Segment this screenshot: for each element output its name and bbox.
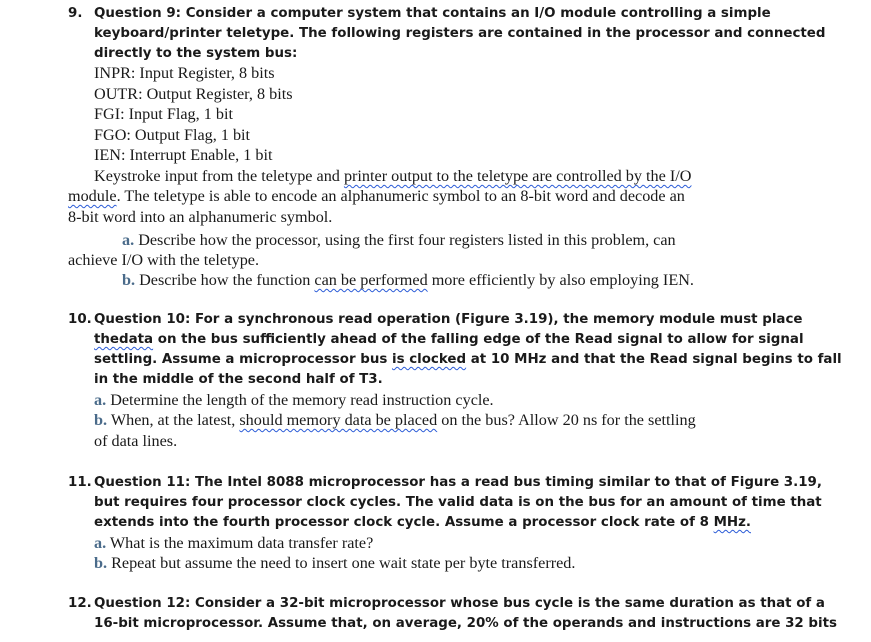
sub-letter: a. [94,391,107,409]
question-heading-line: Question 12: Consider a 32-bit microprocessor whose bus cycle is the same duration as that of a [94,596,825,611]
sub-question-a [94,533,373,554]
sub-letter: a. [122,231,135,249]
register-item: IEN: Interrupt Enable, 1 bit [94,146,273,164]
text: When, at the latest, [107,411,240,429]
question-heading-line [94,513,751,533]
sub-letter: b. [122,271,136,289]
paragraph-line [94,166,691,187]
paragraph-line: 8-bit word into an alphanumeric symbol. [68,208,333,226]
text: settling. Assume a microprocessor bus [94,352,392,367]
question-number: 12. [68,596,92,611]
text: What is the maximum data transfer rate? [106,534,374,552]
paragraph-line: achieve I/O with the teletype. [68,251,260,269]
sub-question-b [94,410,696,431]
grammar-flag: MHz. [713,515,751,530]
grammar-flag: should memory data be placed [239,411,438,429]
question-number: 11. [68,475,92,490]
question-heading-line: in the middle of the second half of T3. [94,372,383,387]
sub-question-a [122,230,676,251]
question-heading-line: but requires four processor clock cycles. The valid data is on the bus for an amount of time that [94,495,822,510]
paragraph-line: of data lines. [94,432,178,450]
register-item: FGI: Input Flag, 1 bit [94,105,233,123]
sub-question-b [122,270,694,291]
question-heading-line: 16-bit microprocessor. Assume that, on average, 20% of the operands and instructions are 32 bits [94,616,837,631]
text: on the bus? Allow 20 ns for the settling [437,411,696,429]
grammar-flag: can be performed [314,271,428,289]
text: more efficiently by also employing IEN. [427,271,694,289]
text: on the bus sufficiently ahead of the falling edge of the Read signal to allow for signal [153,332,804,347]
question-heading-line [94,350,842,370]
question-heading-line: directly to the system bus: [94,46,298,61]
register-item: OUTR: Output Register, 8 bits [94,85,293,103]
grammar-flag: is clocked [391,352,467,367]
question-heading-line [94,330,804,350]
grammar-flag: thedata [94,332,154,347]
sub-question-a [94,390,494,411]
sub-letter: a. [94,534,107,552]
register-item: INPR: Input Register, 8 bits [94,64,275,82]
question-number: 10. [68,312,92,327]
text: Describe how the function [135,271,315,289]
question-heading-line: Question 11: The Intel 8088 microprocessor has a read bus timing similar to that of Figure 3.19, [94,475,822,490]
grammar-flag: module [68,187,117,205]
text: at 10 MHz and that the Read signal begins to fall [466,352,842,367]
paragraph-line [68,186,685,207]
text: . The teletype is able to encode an alphanumeric symbol to an 8-bit word and decode an [116,187,685,205]
grammar-flag: printer output to the teletype are controlled by the I/O [343,167,692,185]
sub-question-b [94,553,575,574]
text: Describe how the processor, using the first four registers listed in this problem, can [134,231,676,249]
question-heading-line: keyboard/printer teletype. The following registers are contained in the processor and connected [94,26,826,41]
text: Determine the length of the memory read instruction cycle. [106,391,494,409]
question-number: 9. [68,6,83,21]
question-heading-line: Question 9: Consider a computer system that contains an I/O module controlling a simple [94,6,771,21]
text: Repeat but assume the need to insert one wait state per byte transferred. [107,554,576,572]
register-item: FGO: Output Flag, 1 bit [94,126,251,144]
sub-letter: b. [94,554,108,572]
text: Keystroke input from the teletype and [94,167,344,185]
question-heading-line: Question 10: For a synchronous read operation (Figure 3.19), the memory module must place [94,312,803,327]
text: extends into the fourth processor clock cycle. Assume a processor clock rate of 8 [94,515,714,530]
sub-letter: b. [94,411,108,429]
